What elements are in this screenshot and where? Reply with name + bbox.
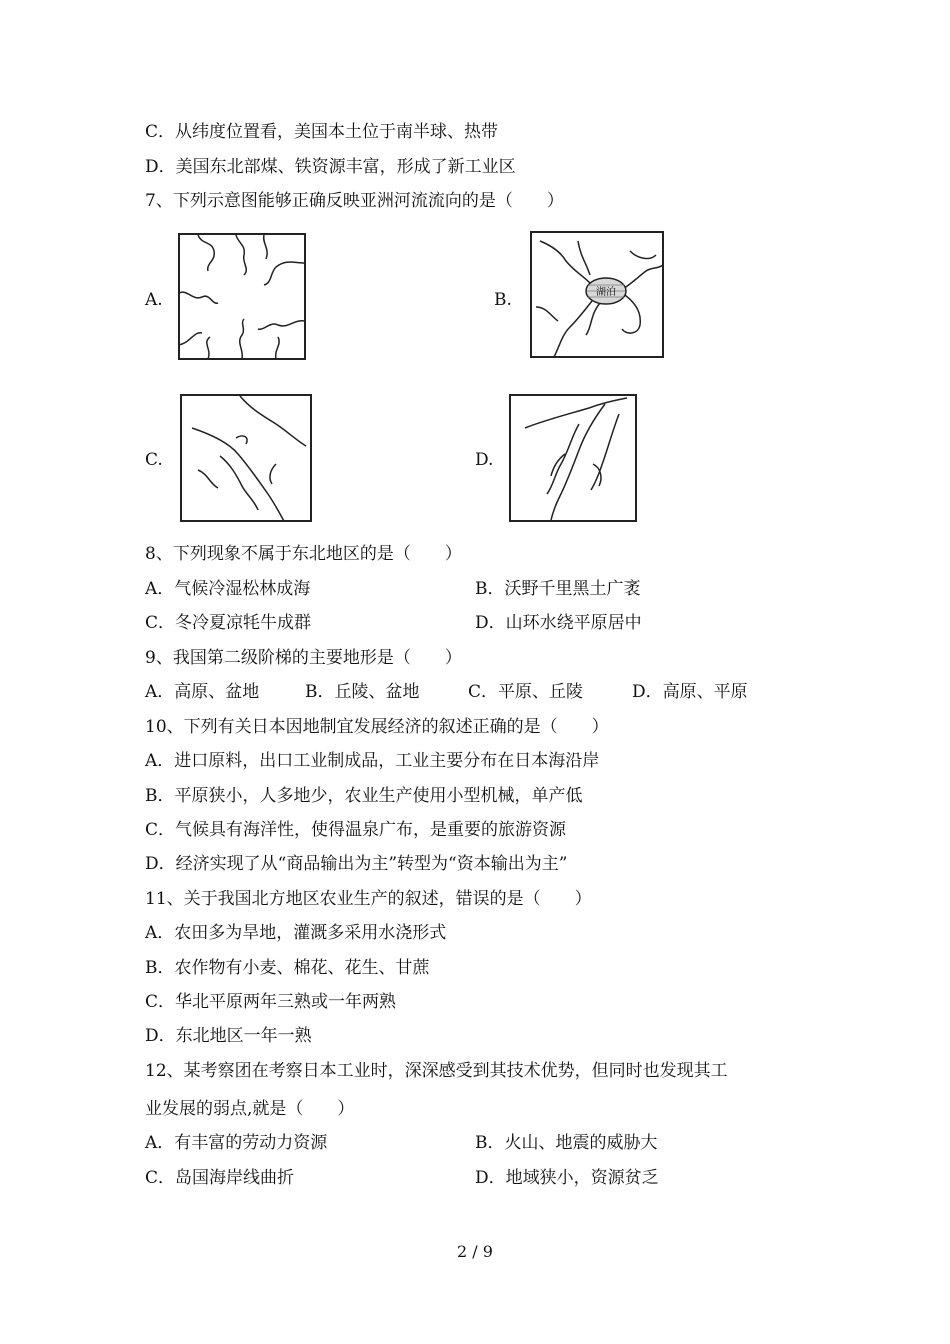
q9-option-c: C．平原、丘陵 — [468, 682, 584, 702]
q8-option-c: C．冬冷夏凉牦牛成群 — [145, 613, 312, 633]
q11-option-a: A．农田多为旱地，灌溉多采用水浇形式 — [145, 923, 447, 943]
q12-stem-line2: 业发展的弱点,就是（ ） — [145, 1099, 355, 1119]
q9-option-a: A．高原、盆地 — [145, 682, 260, 702]
q10-option-c: C．气候具有海洋性，使得温泉广布，是重要的旅游资源 — [145, 820, 567, 840]
q6-option-c: C．从纬度位置看，美国本土位于南半球、热带 — [145, 122, 499, 142]
q7-map-a — [178, 233, 306, 360]
q11-option-d: D．东北地区一年一熟 — [145, 1026, 312, 1046]
q12-option-d: D．地域狭小，资源贫乏 — [475, 1168, 659, 1188]
q8-option-d: D．山环水绕平原居中 — [475, 613, 642, 633]
q7-map-c — [180, 394, 312, 522]
q9-option-d: D．高原、平原 — [632, 682, 748, 702]
q12-option-a: A．有丰富的劳动力资源 — [145, 1133, 328, 1153]
q7-map-d — [509, 394, 637, 522]
q8-stem: 8、下列现象不属于东北地区的是（ ） — [145, 544, 462, 564]
q11-stem: 11、关于我国北方地区农业生产的叙述，错误的是（ ） — [145, 889, 592, 909]
q10-option-b: B．平原狭小，人多地少，农业生产使用小型机械，单产低 — [145, 786, 583, 806]
q7-label-c: C. — [145, 450, 163, 470]
q11-option-c: C．华北平原两年三熟或一年两熟 — [145, 992, 397, 1012]
q12-option-c: C．岛国海岸线曲折 — [145, 1168, 295, 1188]
q9-option-b: B．丘陵、盆地 — [305, 682, 420, 702]
q10-option-a: A．进口原料，出口工业制成品，工业主要分布在日本海沿岸 — [145, 751, 600, 771]
q12-stem-line1: 12、某考察团在考察日本工业时，深深感受到其技术优势，但同时也发现其工 — [145, 1061, 728, 1081]
q8-option-a: A．气候冷湿松林成海 — [145, 579, 311, 599]
page-number: 2 / 9 — [457, 1242, 493, 1261]
q8-option-b: B．沃野千里黑土广袤 — [475, 579, 641, 599]
q10-stem: 10、下列有关日本因地制宜发展经济的叙述正确的是（ ） — [145, 717, 609, 737]
q7-lake-label: 湖泊 — [596, 287, 616, 298]
q7-label-b: B. — [494, 290, 512, 310]
q7-label-a: A. — [145, 290, 163, 310]
q7-stem: 7、下列示意图能够正确反映亚洲河流流向的是（ ） — [145, 191, 564, 211]
q6-option-d: D．美国东北部煤、铁资源丰富，形成了新工业区 — [145, 157, 516, 177]
q11-option-b: B．农作物有小麦、棉花、花生、甘蔗 — [145, 958, 430, 978]
q12-option-b: B．火山、地震的威胁大 — [475, 1133, 658, 1153]
q10-option-d: D．经济实现了从“商品输出为主”转型为“资本输出为主” — [145, 854, 568, 874]
q7-map-b — [530, 231, 664, 358]
q7-label-d: D. — [475, 450, 494, 470]
q9-stem: 9、我国第二级阶梯的主要地形是（ ） — [145, 648, 462, 668]
